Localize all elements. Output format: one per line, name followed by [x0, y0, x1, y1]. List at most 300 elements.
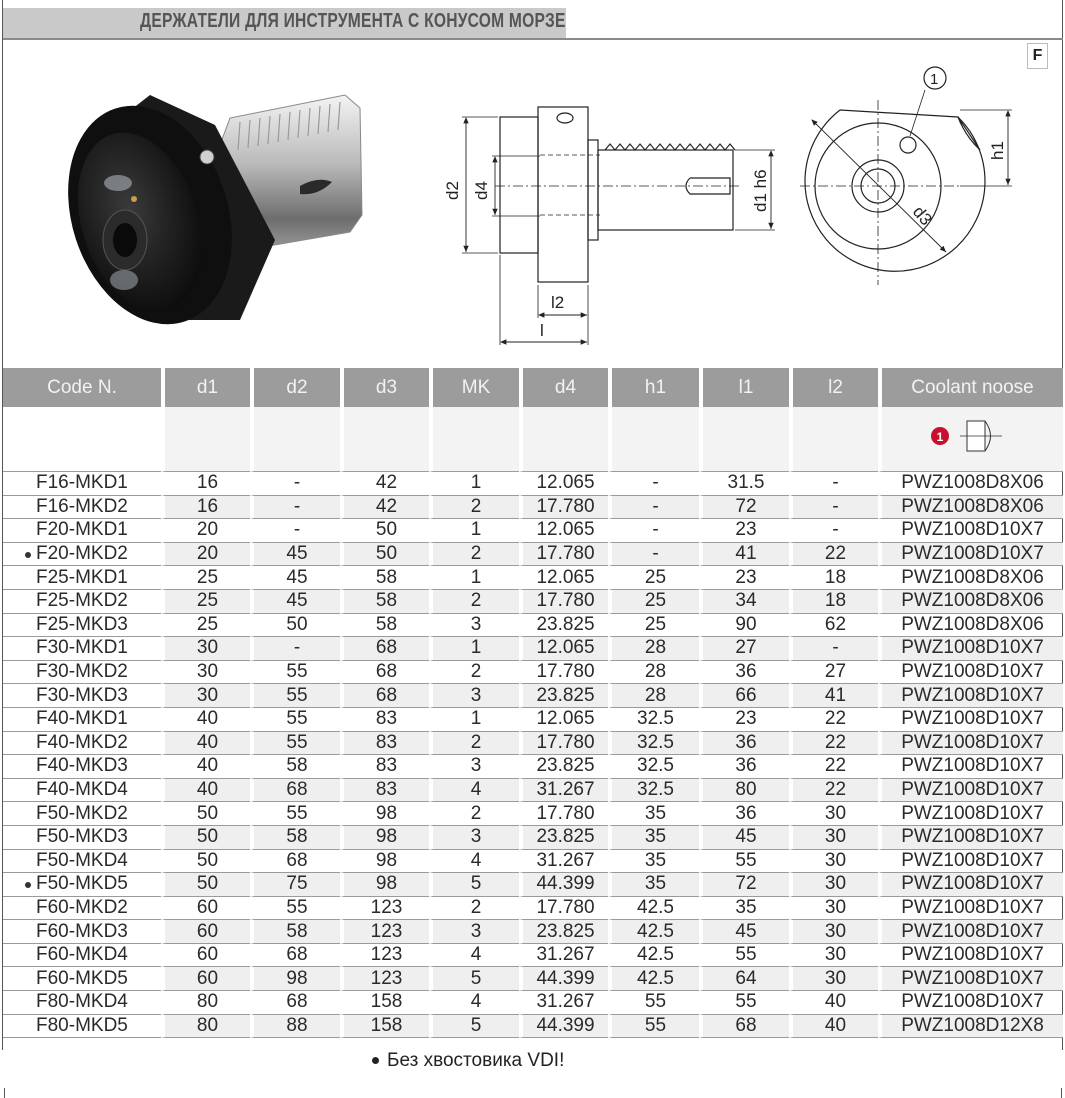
cell-l2: 40: [789, 1015, 878, 1039]
callout-number: 1: [930, 71, 939, 88]
technical-drawings: [0, 0, 1065, 368]
cell-h1: 28: [608, 637, 699, 661]
cell-d1: 80: [161, 991, 250, 1015]
cell-coolant-noose: PWZ1008D10X7: [878, 684, 1063, 708]
table-row: [3, 850, 1063, 874]
cell-d1: 40: [161, 779, 250, 803]
table-row: [3, 684, 1063, 708]
cell-d4: 31.267: [519, 991, 608, 1015]
cell-coolant-noose: PWZ1008D10X7: [878, 661, 1063, 685]
cell-h1: 55: [608, 991, 699, 1015]
cell-l1: 36: [699, 802, 789, 826]
cell-h1: 55: [608, 1015, 699, 1039]
cell-h1: 35: [608, 826, 699, 850]
cell-d3: 83: [340, 708, 429, 732]
section-letter-box: F: [1027, 43, 1048, 69]
cell-d4: 44.399: [519, 1015, 608, 1039]
table-row: [3, 543, 1063, 567]
table-row: [3, 496, 1063, 520]
cell-mk: 1: [429, 519, 519, 543]
bullet-icon: [372, 1057, 379, 1064]
cell-code: F40-MKD3: [3, 755, 161, 779]
cell-coolant-noose: PWZ1008D8X06: [878, 496, 1063, 520]
cell-coolant-noose: PWZ1008D10X7: [878, 708, 1063, 732]
table-row: [3, 920, 1063, 944]
cell-h1: 25: [608, 566, 699, 590]
cell-d3: 123: [340, 897, 429, 921]
cell-d4: 23.825: [519, 826, 608, 850]
cell-d3: 42: [340, 496, 429, 520]
cell-d4: 44.399: [519, 967, 608, 991]
cell-d3: 68: [340, 661, 429, 685]
cell-d1: 16: [161, 472, 250, 496]
dim-label-d1h6: d1 h6: [751, 169, 770, 212]
cell-d4: 12.065: [519, 519, 608, 543]
cell-d4: 17.780: [519, 897, 608, 921]
cell-d3: 98: [340, 850, 429, 874]
cell-d4: 17.780: [519, 802, 608, 826]
table-row: [3, 472, 1063, 496]
cell-d2: 55: [250, 802, 340, 826]
table-row: [3, 590, 1063, 614]
table-row: [3, 779, 1063, 803]
table-row: [3, 614, 1063, 638]
cell-d4: 12.065: [519, 708, 608, 732]
cell-d2: -: [250, 496, 340, 520]
cell-mk: 2: [429, 590, 519, 614]
cell-l2: 18: [789, 590, 878, 614]
dim-label-l2: l2: [551, 293, 565, 312]
symbol-cell: [340, 407, 429, 472]
cell-d3: 123: [340, 920, 429, 944]
cell-d2: 68: [250, 779, 340, 803]
cell-code: F60-MKD2: [3, 897, 161, 921]
cell-code-text: F50-MKD5: [36, 873, 128, 895]
cell-d3: 83: [340, 779, 429, 803]
cell-d1: 50: [161, 873, 250, 897]
cell-d1: 60: [161, 944, 250, 968]
cell-mk: 3: [429, 755, 519, 779]
cell-d3: 98: [340, 873, 429, 897]
cell-mk: 5: [429, 967, 519, 991]
cell-mk: 5: [429, 873, 519, 897]
cell-d2: 98: [250, 967, 340, 991]
cell-mk: 5: [429, 1015, 519, 1039]
cell-d4: 17.780: [519, 543, 608, 567]
cell-mk: 1: [429, 708, 519, 732]
cell-d1: 40: [161, 755, 250, 779]
cell-l1: 23: [699, 519, 789, 543]
cell-coolant-noose: PWZ1008D10X7: [878, 543, 1063, 567]
symbol-cell: [3, 407, 161, 472]
cell-d4: 44.399: [519, 873, 608, 897]
cell-coolant-noose: PWZ1008D10X7: [878, 802, 1063, 826]
cell-l1: 31.5: [699, 472, 789, 496]
cell-l1: 23: [699, 708, 789, 732]
cell-l1: 72: [699, 873, 789, 897]
cell-h1: 42.5: [608, 944, 699, 968]
cell-coolant-noose: PWZ1008D10X7: [878, 897, 1063, 921]
header-h1: h1: [608, 368, 699, 407]
cell-h1: 35: [608, 873, 699, 897]
table-row: [3, 944, 1063, 968]
cell-l2: 40: [789, 991, 878, 1015]
cell-d1: 50: [161, 826, 250, 850]
cell-h1: 35: [608, 850, 699, 874]
crop-mark: [1061, 1088, 1062, 1098]
cell-l2: 30: [789, 967, 878, 991]
header-d4: d4: [519, 368, 608, 407]
cell-mk: 1: [429, 566, 519, 590]
cell-d3: 123: [340, 944, 429, 968]
dim-label-d4: d4: [472, 181, 491, 200]
side-view-drawing: [462, 107, 775, 345]
cell-d4: 31.267: [519, 944, 608, 968]
cell-d1: 60: [161, 920, 250, 944]
cell-d1: 25: [161, 614, 250, 638]
cell-h1: 42.5: [608, 920, 699, 944]
cell-d4: 12.065: [519, 566, 608, 590]
cell-d3: 58: [340, 614, 429, 638]
cell-d2: 55: [250, 684, 340, 708]
table-row: [3, 519, 1063, 543]
cell-code: F50-MKD2: [3, 802, 161, 826]
cell-d2: -: [250, 519, 340, 543]
cell-code: F40-MKD1: [3, 708, 161, 732]
cell-h1: 25: [608, 614, 699, 638]
table-row: [3, 566, 1063, 590]
cell-d2: -: [250, 472, 340, 496]
cell-l1: 72: [699, 496, 789, 520]
cell-l1: 80: [699, 779, 789, 803]
cell-l2: 22: [789, 708, 878, 732]
cell-h1: 42.5: [608, 897, 699, 921]
table-row: [3, 897, 1063, 921]
cell-d4: 12.065: [519, 637, 608, 661]
dim-label-d3: d3: [908, 202, 936, 230]
cell-coolant-noose: PWZ1008D8X06: [878, 566, 1063, 590]
cell-coolant-noose: PWZ1008D10X7: [878, 779, 1063, 803]
cell-d1: 60: [161, 897, 250, 921]
cell-h1: -: [608, 543, 699, 567]
cell-d4: 31.267: [519, 850, 608, 874]
cell-coolant-noose: PWZ1008D10X7: [878, 967, 1063, 991]
cell-code: [3, 543, 161, 567]
cell-d3: 42: [340, 472, 429, 496]
cell-coolant-noose: PWZ1008D10X7: [878, 732, 1063, 756]
cell-mk: 2: [429, 496, 519, 520]
cell-d1: 20: [161, 519, 250, 543]
header-l2: l2: [789, 368, 878, 407]
cell-h1: 32.5: [608, 708, 699, 732]
cell-mk: 2: [429, 661, 519, 685]
cell-coolant-noose: PWZ1008D10X7: [878, 920, 1063, 944]
cell-l1: 23: [699, 566, 789, 590]
cell-mk: 4: [429, 991, 519, 1015]
cell-code: F40-MKD4: [3, 779, 161, 803]
cell-d2: 68: [250, 991, 340, 1015]
cell-mk: 2: [429, 897, 519, 921]
cell-mk: 2: [429, 543, 519, 567]
cell-l2: -: [789, 637, 878, 661]
cell-mk: 1: [429, 637, 519, 661]
cell-h1: 35: [608, 802, 699, 826]
spec-table: [3, 368, 1063, 1038]
cell-code: F25-MKD2: [3, 590, 161, 614]
cell-d2: 45: [250, 543, 340, 567]
row-bullet-icon: [25, 882, 31, 888]
cell-l2: 22: [789, 755, 878, 779]
table-row: [3, 732, 1063, 756]
cell-h1: 32.5: [608, 779, 699, 803]
cell-mk: 3: [429, 614, 519, 638]
header-d3: d3: [340, 368, 429, 407]
cell-d4: 17.780: [519, 496, 608, 520]
cell-d2: 55: [250, 708, 340, 732]
table-row: [3, 991, 1063, 1015]
cell-code: F25-MKD3: [3, 614, 161, 638]
cell-mk: 4: [429, 944, 519, 968]
cell-coolant-noose: PWZ1008D10X7: [878, 991, 1063, 1015]
cell-d3: 83: [340, 732, 429, 756]
cell-l1: 34: [699, 590, 789, 614]
cell-l1: 36: [699, 755, 789, 779]
cell-mk: 3: [429, 826, 519, 850]
cell-d2: 45: [250, 566, 340, 590]
cell-l2: 22: [789, 779, 878, 803]
cell-h1: 28: [608, 661, 699, 685]
cell-mk: 4: [429, 850, 519, 874]
cell-l1: 64: [699, 967, 789, 991]
cell-code: F30-MKD2: [3, 661, 161, 685]
symbol-cell: [519, 407, 608, 472]
cell-l1: 55: [699, 850, 789, 874]
cell-l2: 62: [789, 614, 878, 638]
cell-coolant-noose: PWZ1008D12X8: [878, 1015, 1063, 1039]
cell-d2: 55: [250, 732, 340, 756]
cell-code-text: F20-MKD2: [36, 543, 128, 565]
cell-code: F16-MKD2: [3, 496, 161, 520]
symbol-cell: [699, 407, 789, 472]
cell-h1: 28: [608, 684, 699, 708]
cell-l2: 22: [789, 543, 878, 567]
cell-h1: 42.5: [608, 967, 699, 991]
cell-d3: 98: [340, 802, 429, 826]
cell-h1: -: [608, 519, 699, 543]
cell-d2: 55: [250, 897, 340, 921]
dim-label-l: l: [540, 321, 544, 340]
header-row: [3, 368, 1063, 407]
cell-coolant-noose: PWZ1008D8X06: [878, 614, 1063, 638]
coolant-noose-icon: [882, 407, 1065, 466]
table-row: [3, 637, 1063, 661]
cell-d3: 83: [340, 755, 429, 779]
cell-code: F60-MKD3: [3, 920, 161, 944]
cell-d3: 50: [340, 519, 429, 543]
coolant-noose-symbol-cell: [878, 407, 1063, 472]
cell-d1: 40: [161, 708, 250, 732]
cell-mk: 3: [429, 920, 519, 944]
cell-code: F30-MKD1: [3, 637, 161, 661]
cell-mk: 2: [429, 732, 519, 756]
cell-d1: 60: [161, 967, 250, 991]
cell-l2: 30: [789, 826, 878, 850]
cell-l2: 27: [789, 661, 878, 685]
cell-h1: 32.5: [608, 732, 699, 756]
cell-code: F80-MKD4: [3, 991, 161, 1015]
cell-code: F60-MKD4: [3, 944, 161, 968]
header-l1: l1: [699, 368, 789, 407]
cell-d4: 31.267: [519, 779, 608, 803]
cell-l1: 27: [699, 637, 789, 661]
row-bullet-icon: [25, 552, 31, 558]
cell-d2: 75: [250, 873, 340, 897]
cell-d4: 23.825: [519, 920, 608, 944]
page-title: ДЕРЖАТЕЛИ ДЛЯ ИНСТРУМЕНТА С КОНУСОМ МОРЗЕ: [140, 10, 566, 32]
cell-d2: 58: [250, 755, 340, 779]
cell-d3: 68: [340, 637, 429, 661]
cell-d2: 55: [250, 661, 340, 685]
cell-l1: 68: [699, 1015, 789, 1039]
cell-code: F25-MKD1: [3, 566, 161, 590]
cell-mk: 1: [429, 472, 519, 496]
cell-d3: 158: [340, 1015, 429, 1039]
cell-l2: -: [789, 472, 878, 496]
cell-l2: 30: [789, 802, 878, 826]
cell-mk: 4: [429, 779, 519, 803]
cell-d4: 17.780: [519, 732, 608, 756]
cell-d1: 80: [161, 1015, 250, 1039]
cell-code: F50-MKD4: [3, 850, 161, 874]
cell-d2: -: [250, 637, 340, 661]
cell-d2: 50: [250, 614, 340, 638]
cell-d2: 58: [250, 920, 340, 944]
symbol-cell: [250, 407, 340, 472]
cell-coolant-noose: PWZ1008D10X7: [878, 637, 1063, 661]
cell-d4: 23.825: [519, 614, 608, 638]
cell-coolant-noose: PWZ1008D10X7: [878, 519, 1063, 543]
cell-h1: 25: [608, 590, 699, 614]
symbol-cell: [161, 407, 250, 472]
header-code: Code N.: [3, 368, 161, 407]
footnote: [372, 1050, 564, 1072]
cell-d1: 25: [161, 590, 250, 614]
cell-d1: 20: [161, 543, 250, 567]
crop-mark: [4, 1088, 5, 1098]
cell-d2: 58: [250, 826, 340, 850]
cell-l1: 45: [699, 920, 789, 944]
cell-d2: 45: [250, 590, 340, 614]
cell-code: F40-MKD2: [3, 732, 161, 756]
cell-code: F80-MKD5: [3, 1015, 161, 1039]
cell-l1: 36: [699, 661, 789, 685]
cell-coolant-noose: PWZ1008D10X7: [878, 944, 1063, 968]
cell-code: F30-MKD3: [3, 684, 161, 708]
cell-code: F60-MKD5: [3, 967, 161, 991]
cell-d4: 23.825: [519, 684, 608, 708]
cell-coolant-noose: PWZ1008D10X7: [878, 755, 1063, 779]
header-d2: d2: [250, 368, 340, 407]
cell-h1: 32.5: [608, 755, 699, 779]
table-body: [3, 472, 1063, 1038]
header-mk: MK: [429, 368, 519, 407]
cell-l2: 30: [789, 920, 878, 944]
symbol-cell: [789, 407, 878, 472]
cell-d1: 50: [161, 802, 250, 826]
cell-coolant-noose: PWZ1008D10X7: [878, 873, 1063, 897]
front-view-drawing: [800, 67, 1012, 285]
cell-d3: 158: [340, 991, 429, 1015]
cell-l1: 55: [699, 944, 789, 968]
cell-l1: 90: [699, 614, 789, 638]
cell-l2: 30: [789, 850, 878, 874]
cell-l2: 30: [789, 873, 878, 897]
table-row: [3, 967, 1063, 991]
cell-d1: 16: [161, 496, 250, 520]
cell-d1: 30: [161, 661, 250, 685]
cell-code: F20-MKD1: [3, 519, 161, 543]
cell-d2: 68: [250, 944, 340, 968]
cell-d4: 12.065: [519, 472, 608, 496]
cell-code: F16-MKD1: [3, 472, 161, 496]
footnote-text: Без хвостовика VDI!: [387, 1050, 565, 1071]
cell-d1: 30: [161, 684, 250, 708]
cell-code: [3, 873, 161, 897]
cell-h1: -: [608, 472, 699, 496]
cell-l2: 41: [789, 684, 878, 708]
symbol-cell: [608, 407, 699, 472]
cell-code: F50-MKD3: [3, 826, 161, 850]
cell-l2: -: [789, 496, 878, 520]
cell-d3: 58: [340, 566, 429, 590]
cell-d4: 17.780: [519, 590, 608, 614]
table-row: [3, 826, 1063, 850]
cell-l2: 18: [789, 566, 878, 590]
table-row: [3, 755, 1063, 779]
product-photo: [41, 84, 362, 345]
dim-label-h1: h1: [988, 141, 1007, 160]
cell-mk: 3: [429, 684, 519, 708]
cell-l2: -: [789, 519, 878, 543]
cell-l1: 41: [699, 543, 789, 567]
cell-coolant-noose: PWZ1008D8X06: [878, 590, 1063, 614]
cell-d2: 68: [250, 850, 340, 874]
table-row: [3, 1015, 1063, 1039]
cell-d2: 88: [250, 1015, 340, 1039]
header-coolant-noose: Coolant noose: [878, 368, 1063, 407]
table-row: [3, 802, 1063, 826]
cell-d3: 123: [340, 967, 429, 991]
cell-coolant-noose: PWZ1008D10X7: [878, 826, 1063, 850]
cell-l2: 30: [789, 944, 878, 968]
cell-l1: 45: [699, 826, 789, 850]
symbol-row: [3, 407, 1063, 472]
marker-number: 1: [936, 430, 944, 444]
cell-l1: 55: [699, 991, 789, 1015]
table-row: [3, 708, 1063, 732]
cell-mk: 2: [429, 802, 519, 826]
cell-d1: 25: [161, 566, 250, 590]
cell-d1: 40: [161, 732, 250, 756]
cell-h1: -: [608, 496, 699, 520]
table-row: [3, 873, 1063, 897]
cell-l1: 36: [699, 732, 789, 756]
cell-d3: 58: [340, 590, 429, 614]
cell-l1: 35: [699, 897, 789, 921]
cell-d3: 98: [340, 826, 429, 850]
cell-l2: 22: [789, 732, 878, 756]
cell-d4: 17.780: [519, 661, 608, 685]
